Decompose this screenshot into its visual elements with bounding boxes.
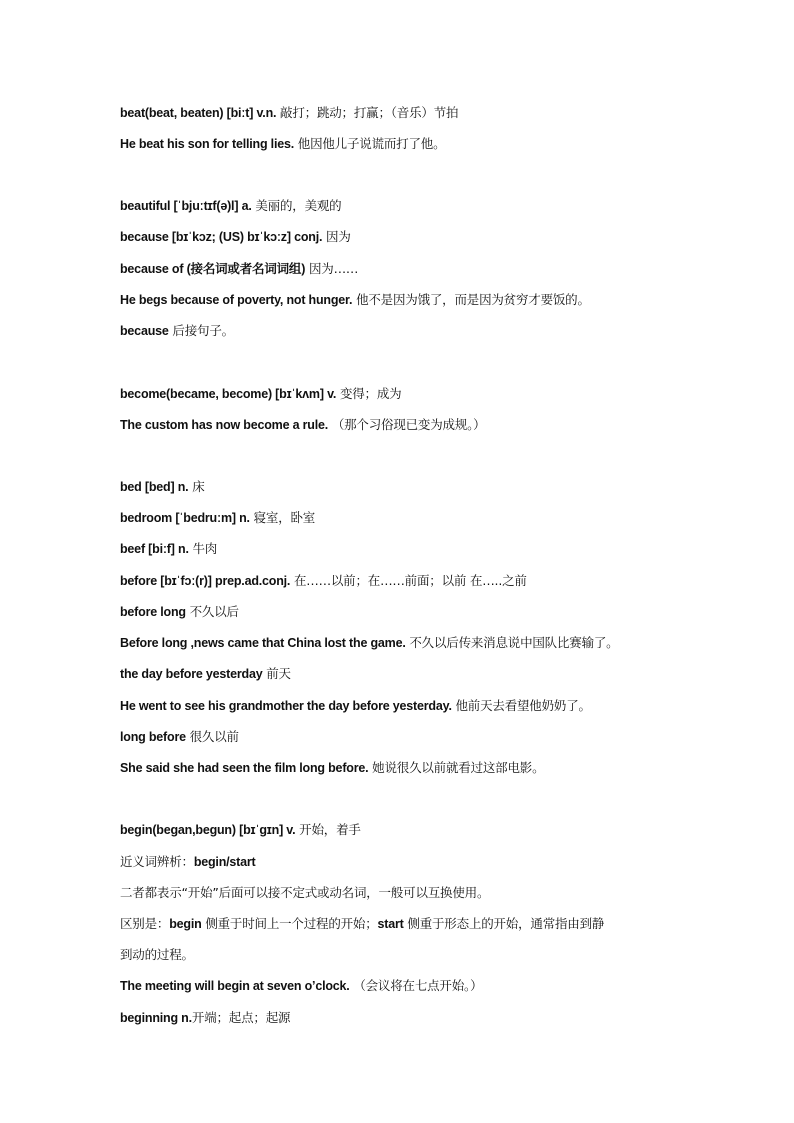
example-translation: 她说很久以前就看过这部电影。 (368, 760, 545, 775)
example-translation: （会议将在七点开始。） (349, 978, 483, 993)
synonym-words: begin/start (193, 855, 256, 869)
definition: 因为…… (305, 261, 359, 276)
headword: beef [biːf] n. (120, 542, 189, 556)
note-text: 二者都表示“开始”后面可以接不定式或动名词，一般可以互换使用。 (120, 885, 490, 900)
example-translation: 他前天去看望他奶奶了。 (451, 698, 591, 713)
definition: 美丽的，美观的 (251, 198, 342, 213)
example-translation: （那个习俗现已变为成规。） (328, 417, 486, 432)
note-text: 区别是： (120, 916, 170, 931)
note-text: 到动的过程。 (120, 947, 194, 962)
note-keyword: because (120, 324, 169, 338)
headword: bedroom [ˈbedruːm] n. (120, 511, 250, 525)
entry-beat (120, 105, 458, 121)
headword: because [bɪˈkɔz; (US) bɪˈkɔːz] conj. (120, 230, 323, 244)
definition: 在……以前；在……前面；以前 在…..之前 (290, 573, 527, 588)
definition: 开端；起点；起源 (191, 1010, 291, 1025)
headword: begin(began,begun) [bɪˈɡɪn] v. (120, 823, 296, 837)
note-text: 侧重于时间上一个过程的开始； (201, 916, 378, 931)
phrase-long-before (120, 729, 239, 745)
phrase: long before (120, 730, 186, 744)
example-translation: 不久以后传来消息说中国队比赛输了。 (405, 635, 619, 650)
definition: 敲打；跳动；打赢；（音乐）节拍 (276, 105, 459, 120)
entry-beautiful (120, 198, 341, 214)
phrase-meaning: 不久以后 (185, 604, 239, 619)
note-keyword: start (377, 917, 404, 931)
example-text: She said she had seen the film long before. (120, 761, 369, 775)
synonym-note-2 (120, 916, 604, 932)
entry-because (120, 229, 351, 245)
entry-become (120, 386, 401, 402)
example-because-of (120, 292, 590, 308)
headword: bed [bed] n. (120, 480, 189, 494)
synonym-heading (120, 854, 256, 870)
entry-begin (120, 822, 361, 838)
example-text: The custom has now become a rule. (120, 418, 329, 432)
example-text: Before long ,news came that China lost the game. (120, 636, 406, 650)
note-because (120, 323, 234, 339)
example-text: The meeting will begin at seven o’clock. (120, 979, 350, 993)
headword: beginning n. (120, 1011, 192, 1025)
example-text: He begs because of poverty, not hunger. (120, 293, 353, 307)
definition: 床 (188, 479, 205, 494)
entry-bed (120, 479, 205, 495)
example-before-long (120, 635, 618, 651)
entry-bedroom (120, 510, 315, 526)
headword: beat(beat, beaten) [biːt] v.n. (120, 106, 277, 120)
definition: 开始，着手 (295, 822, 361, 837)
entry-beef (120, 541, 217, 557)
example-begin (120, 978, 482, 994)
definition: 牛肉 (188, 541, 218, 556)
example-become (120, 417, 485, 433)
phrase-meaning: 前天 (262, 666, 291, 681)
phrase: the day before yesterday (120, 667, 263, 681)
phrase-meaning: 很久以前 (185, 729, 239, 744)
headword: because of (接名词或者名词词组) (120, 262, 306, 276)
definition: 因为 (322, 229, 351, 244)
headword: become(became, become) [bɪˈkʌm] v. (120, 387, 337, 401)
synonym-note-1 (120, 885, 489, 901)
note-keyword: begin (169, 917, 202, 931)
synonym-note-3 (120, 947, 194, 963)
example-long-before (120, 760, 544, 776)
example-translation: 他不是因为饿了，而是因为贫穷才要饭的。 (352, 292, 590, 307)
synonym-label: 近义词辨析： (120, 854, 194, 869)
headword: before [bɪˈfɔː(r)] prep.ad.conj. (120, 574, 291, 588)
phrase-day-before-yesterday (120, 666, 291, 682)
entry-beginning (120, 1010, 290, 1026)
phrase: before long (120, 605, 186, 619)
note-text: 后接句子。 (168, 323, 234, 338)
definition: 变得；成为 (336, 386, 402, 401)
definition: 寝室，卧室 (249, 510, 316, 525)
example-text: He went to see his grandmother the day before yesterday. (120, 699, 452, 713)
phrase-before-long (120, 604, 239, 620)
entry-before (120, 573, 527, 589)
entry-because-of (120, 261, 358, 277)
headword: beautiful [ˈbjuːtɪf(ə)l] a. (120, 199, 252, 213)
example-beat (120, 136, 445, 152)
example-text: He beat his son for telling lies. (120, 137, 294, 151)
note-text: 侧重于形态上的开始，通常指由到静 (403, 916, 605, 931)
example-day-before-yesterday (120, 698, 591, 714)
example-translation: 他因他儿子说谎而打了他。 (294, 136, 446, 151)
